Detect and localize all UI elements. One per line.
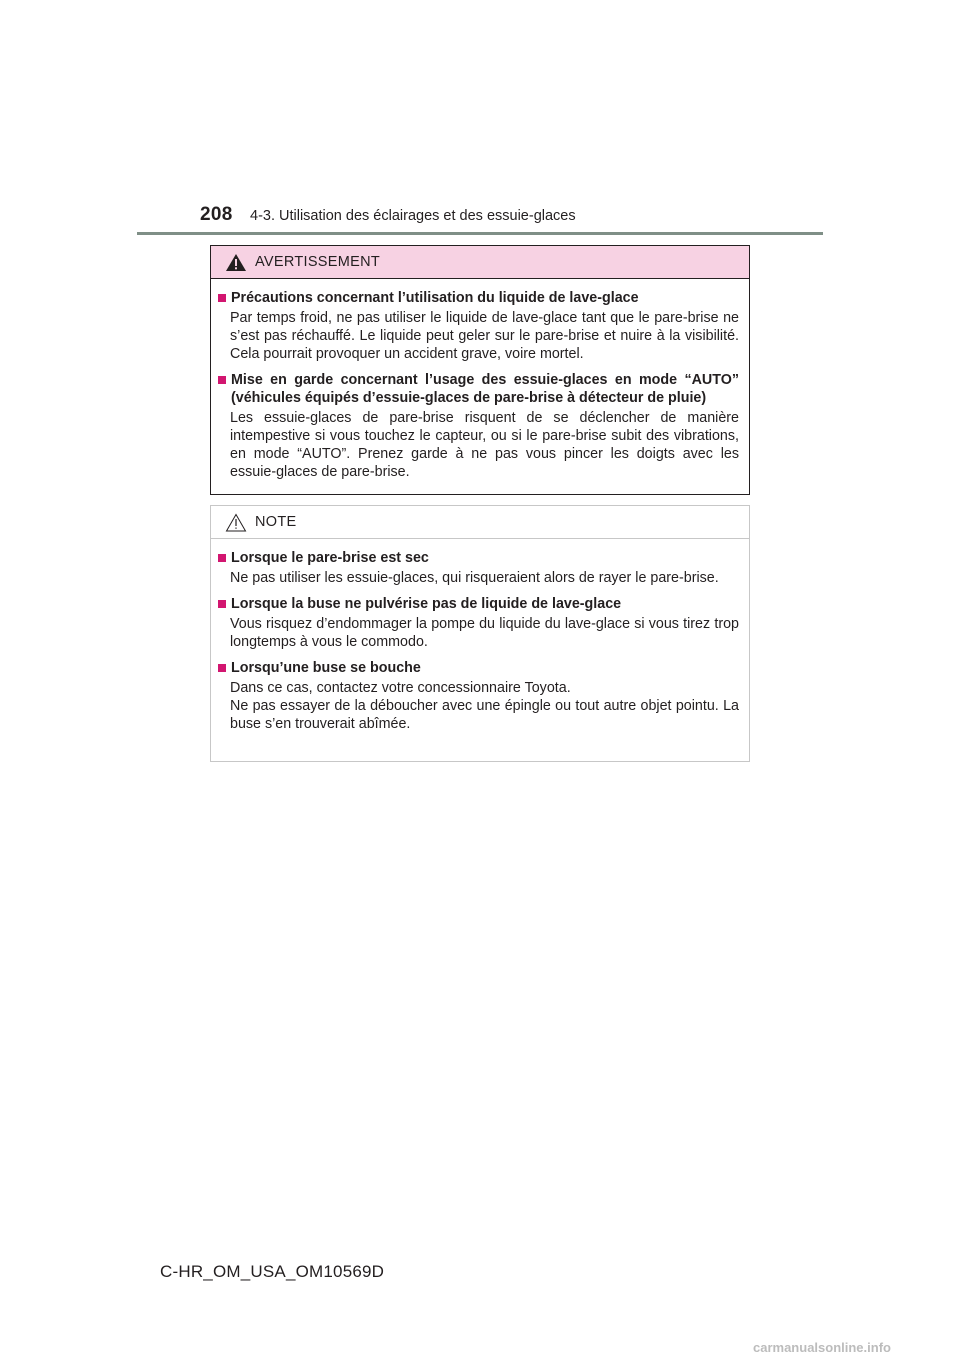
bullet-square-icon <box>218 376 226 384</box>
note-item-text <box>218 679 739 733</box>
warning-box <box>210 245 750 495</box>
warning-item <box>218 289 739 363</box>
bullet-square-icon <box>218 600 226 608</box>
caution-outline-triangle-icon <box>225 513 247 532</box>
warning-item-text: Par temps froid, ne pas utiliser le liquide de lave-glace tant que le pare-brise ne s’est pas réchauffé. Le liquide peut geler sur le pare-brise et nuire à la visibilité. Cela pourrait provoquer un accident grave, voire mortel. <box>230 310 739 362</box>
note-item-heading: Lorsqu’une buse se bouche <box>231 660 421 676</box>
note-item-heading: Lorsque la buse ne pulvérise pas de liquide de lave-glace <box>231 596 622 612</box>
note-item <box>218 549 739 587</box>
warning-triangle-icon <box>225 253 247 272</box>
warning-item <box>218 371 739 481</box>
warning-item-text: Les essuie-glaces de pare-brise risquent de se déclencher de manière intempestive si vous touchez le capteur, ou si le pare-brise subit des vibrations, en mode “AUTO”. Prenez garde à ne pas vous pincer les doigts avec les essuie-glaces de pare-brise. <box>230 410 739 480</box>
page-number: 208 <box>200 204 233 225</box>
note-item-heading: Lorsque le pare-brise est sec <box>231 550 429 566</box>
bullet-square-icon <box>218 554 226 562</box>
note-item-text: Ne pas utiliser les essuie-glaces, qui risqueraient alors de rayer le pare-brise. <box>230 570 719 586</box>
section-title: 4-3. Utilisation des éclairages et des essuie-glaces <box>250 208 576 224</box>
note-box <box>210 505 750 762</box>
note-box-header <box>211 506 749 539</box>
bullet-square-icon <box>218 294 226 302</box>
warning-box-body <box>211 279 749 481</box>
warning-box-header <box>211 246 749 279</box>
footer-document-code: C-HR_OM_USA_OM10569D <box>160 1262 385 1281</box>
note-item <box>218 659 739 733</box>
warning-item-heading: Précautions concernant l’utilisation du liquide de lave-glace <box>231 290 639 306</box>
note-box-body <box>211 539 749 733</box>
header-rule <box>137 232 823 235</box>
watermark: carmanualsonline.info <box>753 1340 891 1355</box>
note-item <box>218 595 739 651</box>
warning-label: AVERTISSEMENT <box>255 254 381 270</box>
note-item-text: Vous risquez d’endommager la pompe du liquide du lave-glace si vous tirez trop longtemps à vous le commodo. <box>230 616 739 650</box>
note-item-text-line: Ne pas essayer de la déboucher avec une épingle ou tout autre objet pointu. La buse s’en trouverait abîmée. <box>230 698 739 732</box>
warning-item-heading: Mise en garde concernant l’usage des essuie-glaces en mode “AUTO” (véhicules équipés d’essuie-glaces de pare-brise à détecteur de pluie) <box>231 372 739 406</box>
note-item-text-line: Dans ce cas, contactez votre concessionnaire Toyota. <box>230 680 571 696</box>
note-label: NOTE <box>255 514 297 530</box>
bullet-square-icon <box>218 664 226 672</box>
